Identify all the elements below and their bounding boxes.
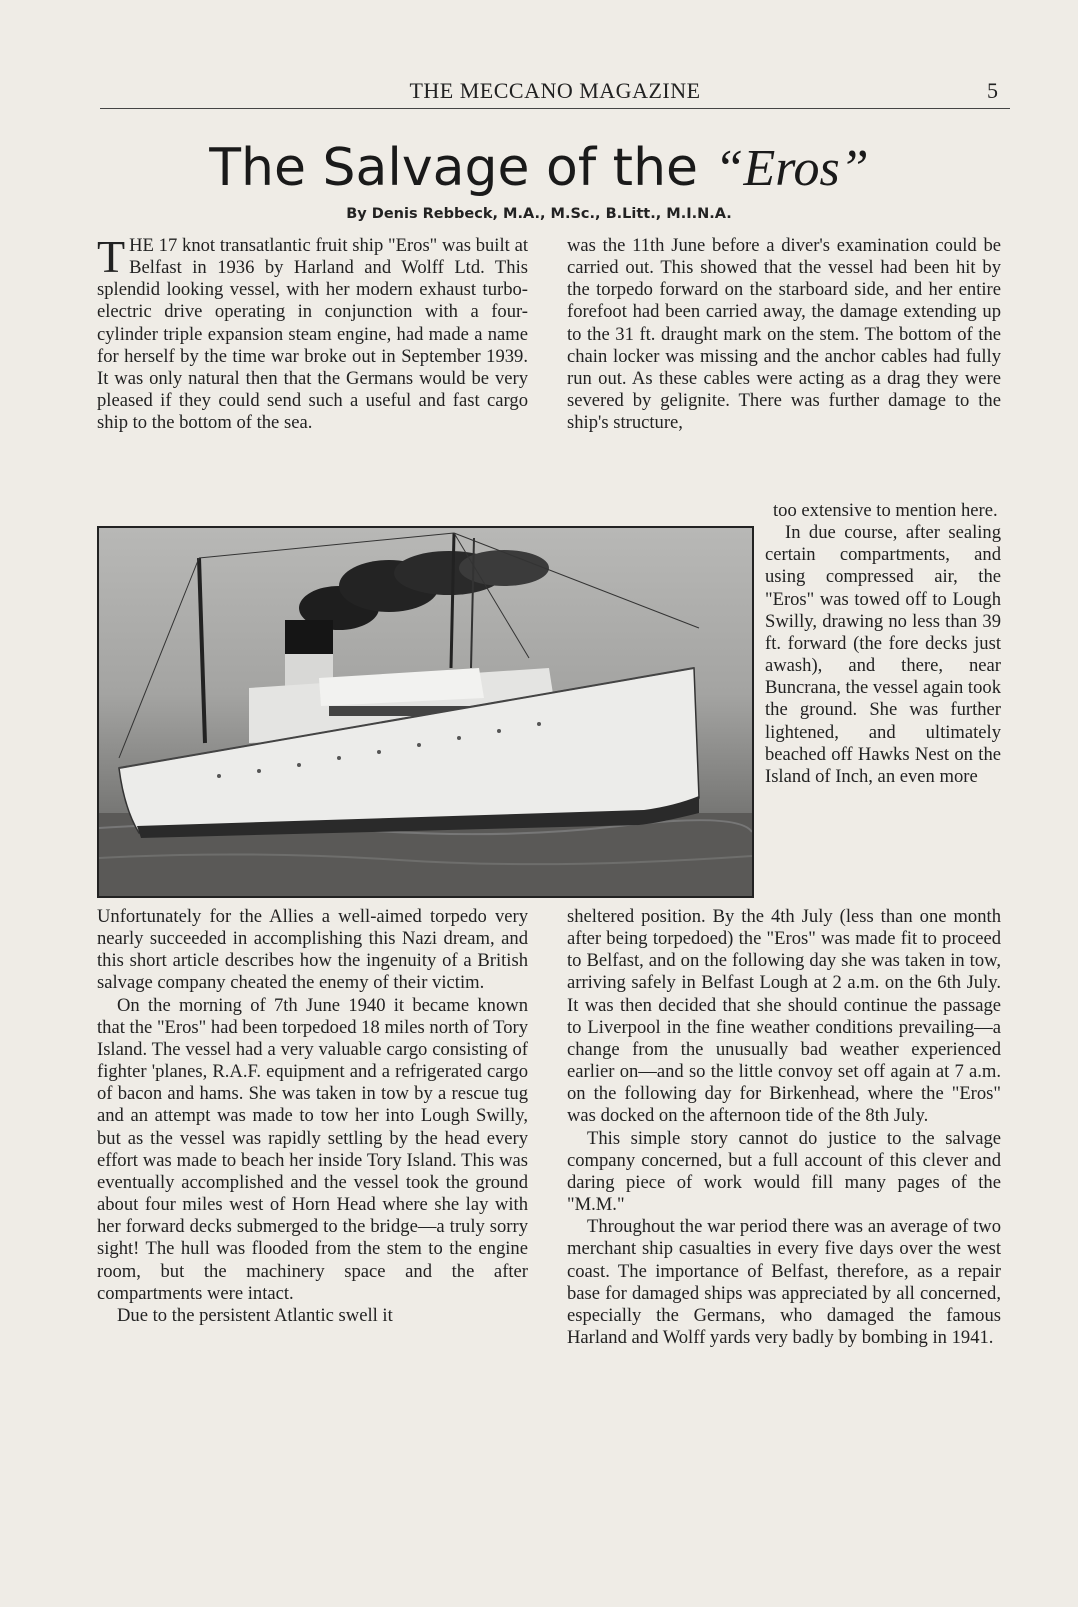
damage-paragraph-end: too extensive to mention here.: [773, 500, 998, 521]
story-paragraph: This simple story cannot do justice to the salvage company concerned, but a full account of this clever and daring piece of work would fill many pages of the "M.M.": [567, 1127, 1001, 1216]
towing-paragraph: In due course, after sealing certain compartments, and using compressed air, the "Eros" was towed off to Lough Swilly, drawing no less than 39 ft. forward (the fore decks just awash), and there, near Buncrana, the vessel again took the ground. She was further lightened, and ultimately beached off Hawks Nest on the Island of Inch, an even more: [765, 522, 1001, 787]
left-column-bottom: [97, 906, 528, 1327]
ship-photo: [97, 526, 754, 898]
sheltered-paragraph: sheltered position. By the 4th July (less than one month after being torpedoed) the "Eros" was made fit to proceed to Belfast, and on the following day she was taken in tow, arriving safely in Belfast Lough at 2 a.m. on the 6th July. It was then decided that she should continue the passage to Liverpool in the fine weather conditions prevailing—a change from the unusually bad weather experienced earlier on—and so the little convoy set off again at 7 a.m. on the following day for Birkenhead, where the "Eros" was docked on the afternoon tide of the 8th July.: [567, 906, 1001, 1127]
war-period-paragraph: Throughout the war period there was an average of two merchant ship casualties in every five days over the west coast. The importance of Belfast, therefore, as a repair base for damaged ships was appreciated by all concerned, especially the Germans, who damaged the famous Harland and Wolff yards very badly by bombing in 1941.: [567, 1216, 1001, 1348]
byline: By Denis Rebbeck, M.A., M.Sc., B.Litt., M.I.N.A.: [346, 206, 732, 222]
article-title: [0, 138, 1078, 199]
left-column-top: [97, 231, 528, 434]
ship-illustration: [99, 528, 752, 896]
right-narrow-column: [765, 500, 1001, 788]
allies-paragraph: Unfortunately for the Allies a well-aimed torpedo very nearly succeeded in accomplishing this Nazi dream, and this short article describes how the ingenuity of a British salvage company cheated the enemy of their victim.: [97, 906, 528, 994]
torpedo-paragraph: On the morning of 7th June 1940 it became known that the "Eros" had been torpedoed 18 miles north of Tory Island. The vessel had a very valuable cargo consisting of fighter 'planes, R.A.F. equipment and a refrigerated cargo of bacon and hams. She was taken in tow by a rescue tug and an attempt was made to tow her into Lough Swilly, but as the vessel was rapidly settling by the head every effort was made to beach her inside Tory Island. This was eventually accomplished and the vessel took the ground about four miles west of Horn Head where she lay with her forward decks submerged to the bridge—a truly sorry sight! The hull was flooded from the stem to the engine room, but the machinery space and the after compartments were intact.: [97, 994, 528, 1304]
title-ship-name: “Eros”: [714, 140, 869, 197]
aft-mast: [199, 558, 205, 743]
intro-paragraph: [97, 231, 528, 434]
intro-text: HE 17 knot transatlantic fruit ship "Eros" was built at Belfast in 1936 by Harland and Wolff Ltd. This splendid looking vessel, with her modern exhaust turbo-electric drive operating in conjunction with a four-cylinder triple expansion steam engine, had made a name for herself by the time war broke out in September 1939. It was only natural then that the Germans would be very pleased if they could send such a useful and fast cargo ship to the bottom of the sea.: [97, 235, 528, 434]
right-column-top: [567, 235, 1001, 434]
title-main: The Salvage of the: [209, 138, 715, 198]
swell-paragraph: Due to the persistent Atlantic swell it: [117, 1304, 393, 1326]
page-number: 5: [987, 78, 998, 103]
running-title: THE MECCANO MAGAZINE: [409, 78, 701, 103]
diver-paragraph: was the 11th June before a diver's examination could be carried out. This showed that the vessel had been hit by the torpedo forward on the starboard side, and her entire forefoot had been carried away, the damage extending up to the 31 ft. draught mark on the stem. The bottom of the chain locker was missing and the anchor cables had fully run out. As these cables were acting as a drag they were severed by gelignite. There was further damage to the ship's structure,: [567, 235, 1001, 434]
right-column-bottom: [567, 906, 1001, 1349]
page-header: [100, 76, 1010, 109]
drop-cap: T: [97, 231, 126, 282]
